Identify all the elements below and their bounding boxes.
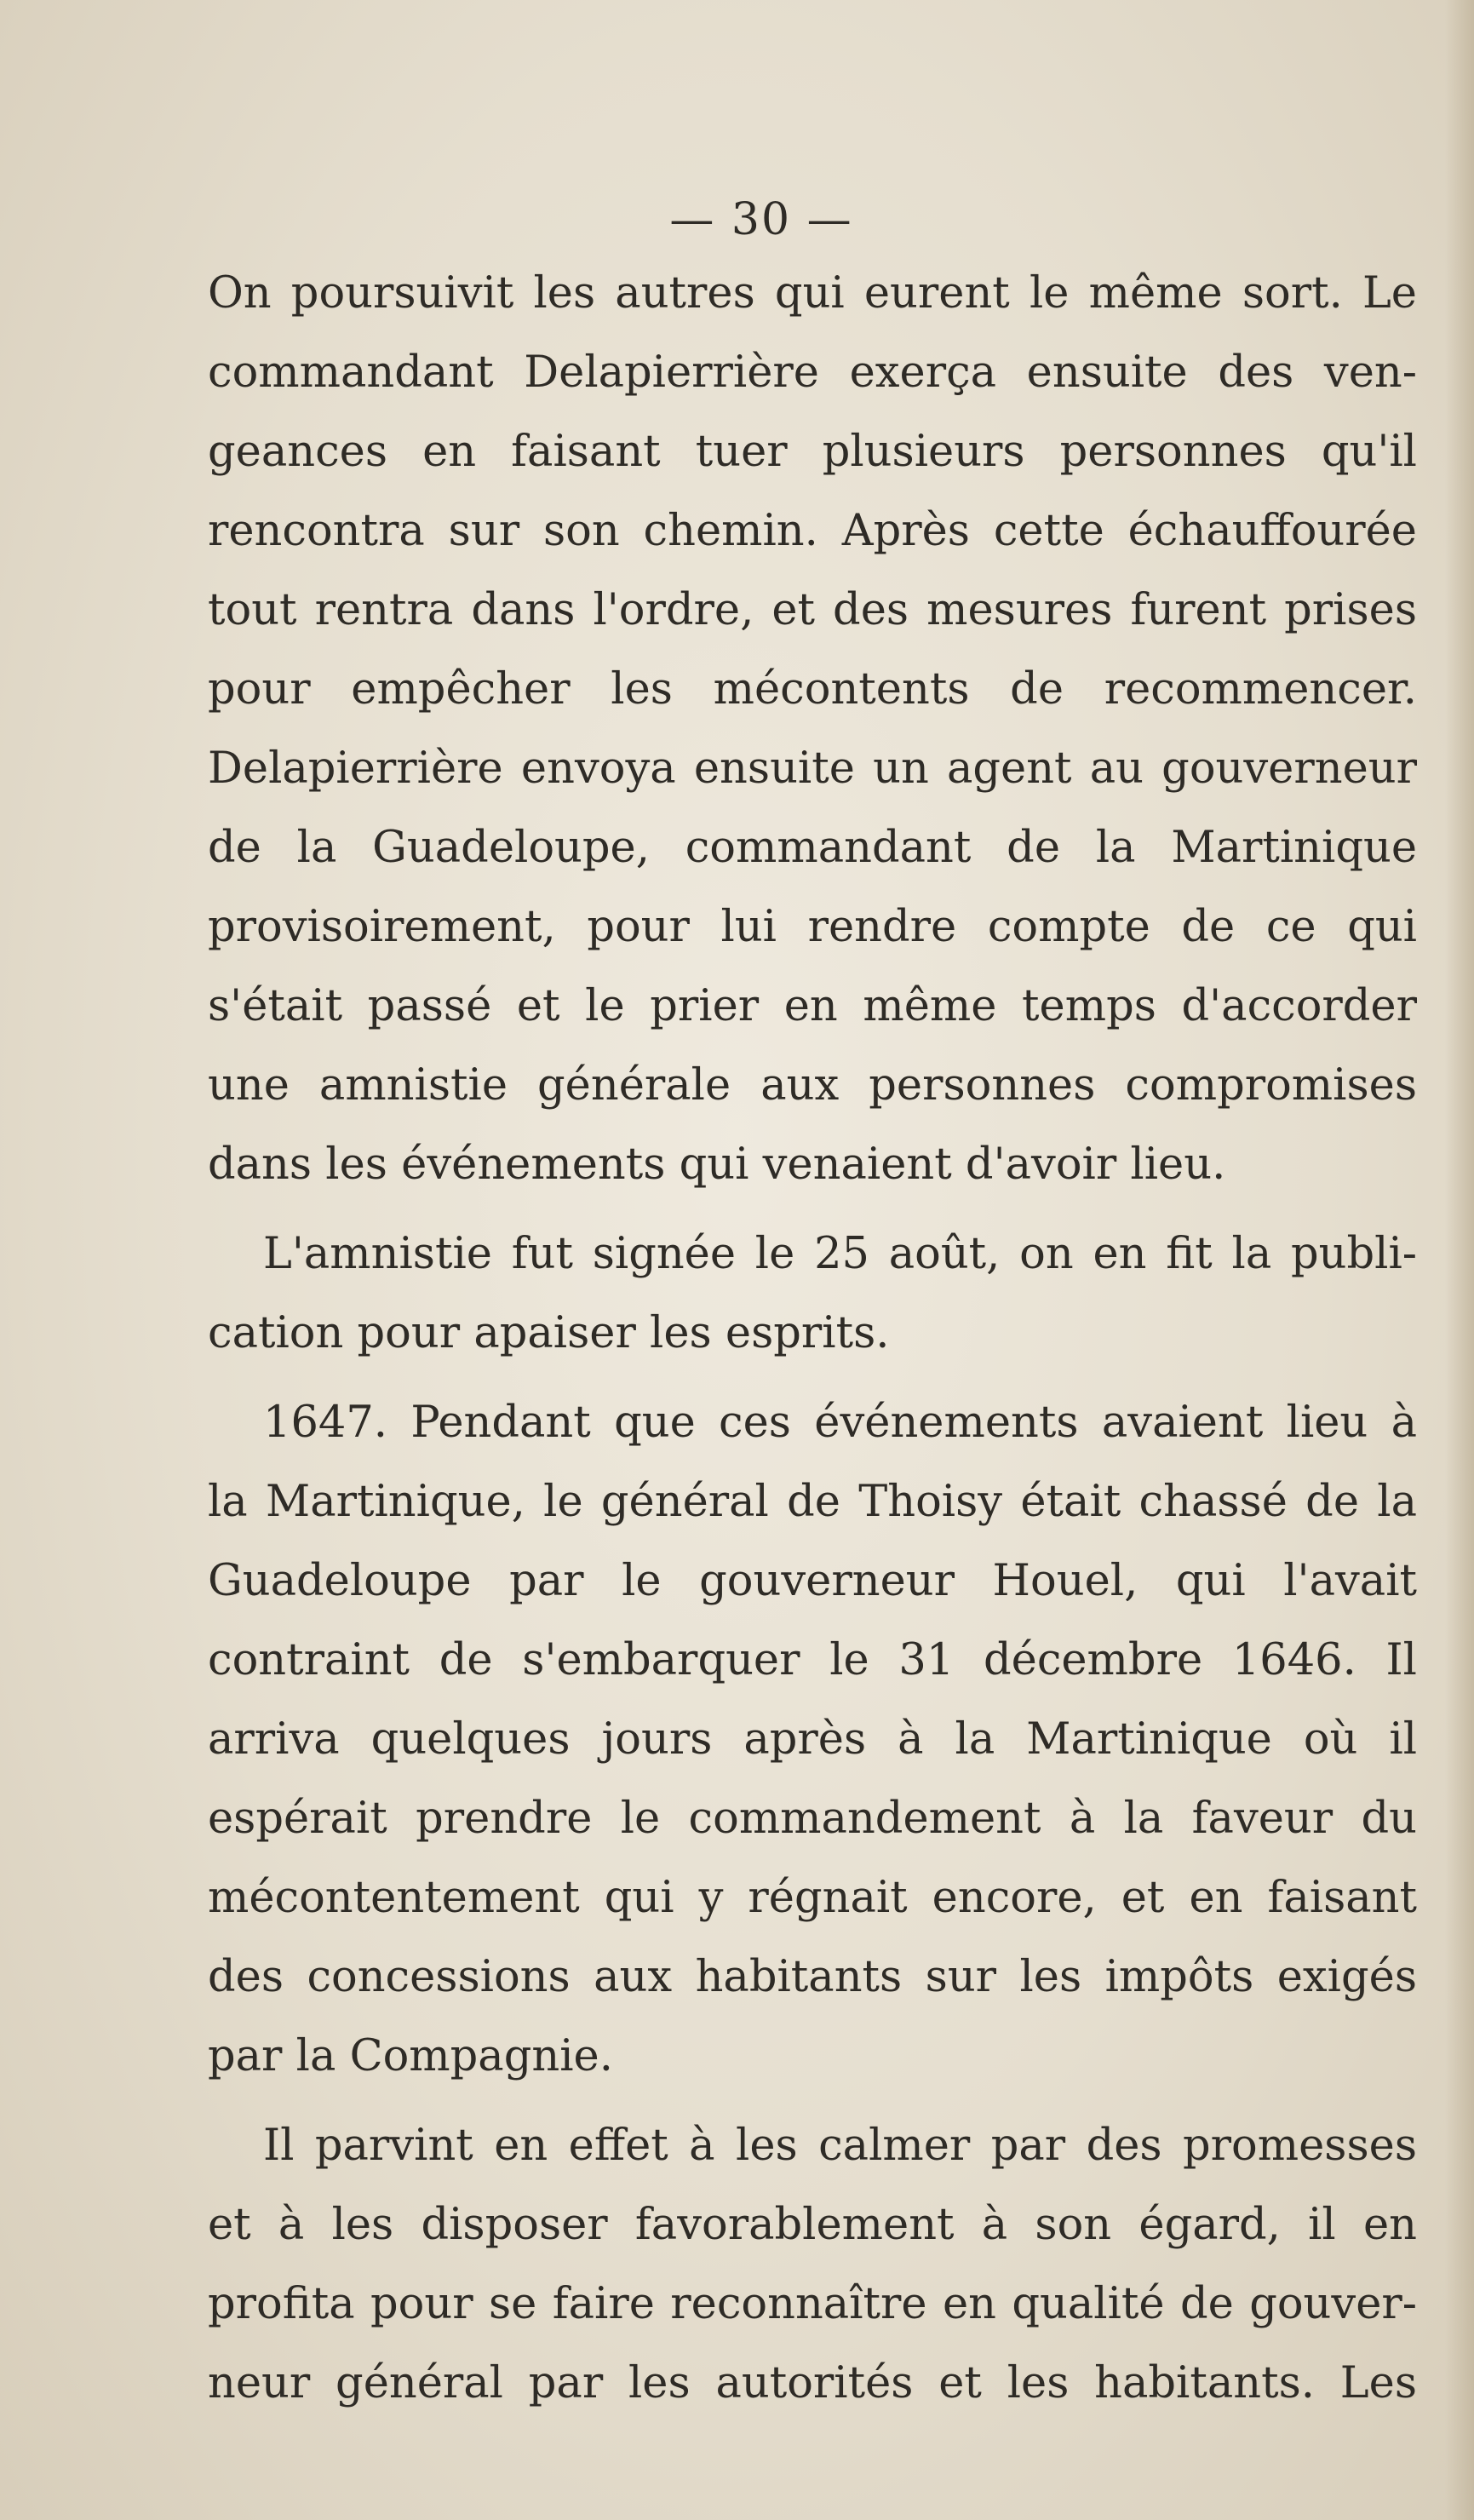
text-line: neur général par les autorités et les habitants. Les [208, 2358, 1417, 2408]
text-line: Il parvint en effet à les calmer par des promesses [263, 2121, 1417, 2171]
text-line: Delapierrière envoya ensuite un agent au gouverneur [208, 743, 1417, 794]
text-line: 1647. Pendant que ces événements avaient lieu à [263, 1398, 1417, 1448]
text-line: la Martinique, le général de Thoisy était chassé de la [208, 1477, 1417, 1527]
text-line: de la Guadeloupe, commandant de la Martinique [208, 823, 1417, 873]
text-line: par la Compagnie. [208, 2031, 613, 2081]
text-line: tout rentra dans l'ordre, et des mesures furent prises [208, 585, 1417, 635]
text-line: des concessions aux habitants sur les impôts exigés [208, 1952, 1417, 2002]
text-line: contraint de s'embarquer le 31 décembre 1646. Il [208, 1635, 1417, 1685]
text-line: et à les disposer favorablement à son égard, il en [208, 2200, 1417, 2250]
text-line: provisoirement, pour lui rendre compte de ce qui [208, 902, 1417, 952]
text-line: arriva quelques jours après à la Martinique où il [208, 1714, 1417, 1765]
text-line: espérait prendre le commandement à la faveur du [208, 1794, 1417, 1844]
paragraph-2 [208, 1214, 1417, 1373]
text-line: cation pour apaiser les esprits. [208, 1308, 890, 1358]
text-line: dans les événements qui venaient d'avoir lieu. [208, 1139, 1226, 1190]
text-line: Guadeloupe par le gouverneur Houel, qui l'avait [208, 1556, 1417, 1606]
page-edge-shadow [1445, 0, 1474, 2520]
paragraph-3 [208, 1383, 1417, 2096]
paragraph-4 [208, 2106, 1417, 2423]
text-line: s'était passé et le prier en même temps d'accorder [208, 981, 1417, 1031]
text-line: geances en faisant tuer plusieurs personnes qu'il [208, 427, 1417, 477]
text-line: rencontra sur son chemin. Après cette échauffourée [208, 506, 1417, 556]
page-text [208, 186, 1417, 2423]
text-line: L'amnistie fut signée le 25 août, on en fit la publi- [263, 1229, 1417, 1279]
paragraph-gap [208, 2096, 1417, 2106]
text-line: pour empêcher les mécontents de recommencer. [208, 664, 1417, 715]
paragraph-gap [208, 1373, 1417, 1383]
page-number: — 30 — [669, 194, 853, 245]
text-line: profita pour se faire reconnaître en qualité de gouver- [208, 2279, 1417, 2329]
text-line: commandant Delapierrière exerça ensuite des ven- [208, 347, 1417, 398]
text-line: On poursuivit les autres qui eurent le même sort. Le [208, 268, 1417, 319]
paragraph-1 [208, 254, 1417, 1204]
text-line: une amnistie générale aux personnes compromises [208, 1060, 1417, 1111]
text-line: mécontentement qui y régnait encore, et en faisant [208, 1873, 1417, 1923]
paragraph-gap [208, 1204, 1417, 1214]
